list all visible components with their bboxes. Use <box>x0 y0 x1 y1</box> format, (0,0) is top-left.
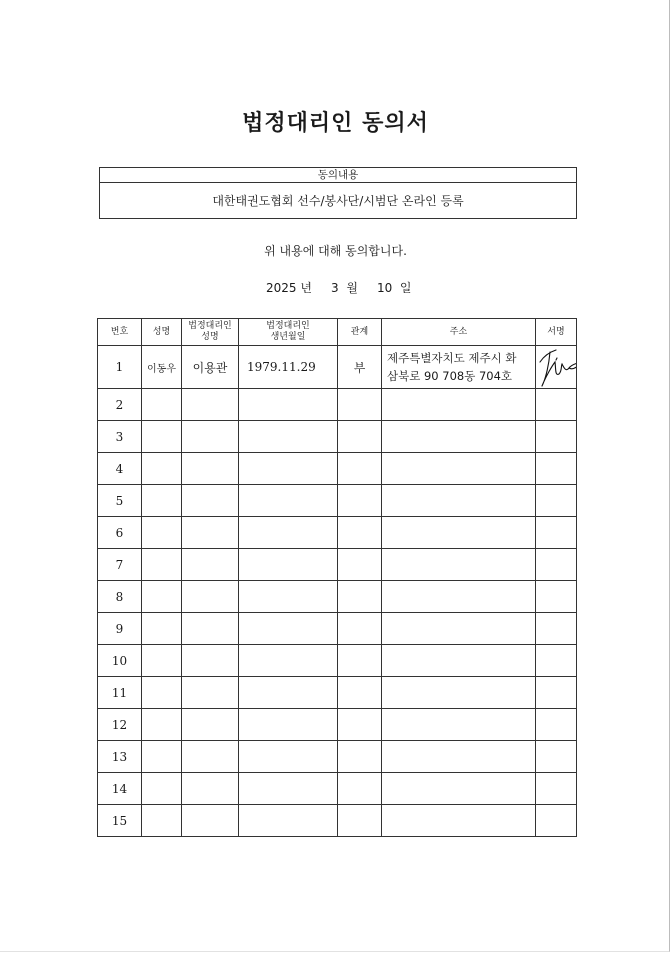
row-relation <box>338 517 382 549</box>
row-name: 이동우 <box>142 346 182 389</box>
row-name <box>142 389 182 421</box>
row-number: 13 <box>98 741 142 773</box>
date-year-label: 년 <box>300 281 312 295</box>
row-address <box>382 773 536 805</box>
row-number: 8 <box>98 581 142 613</box>
header-guardian-birth <box>239 319 338 346</box>
table-row <box>98 741 577 773</box>
row-signature <box>536 453 577 485</box>
row-relation <box>338 709 382 741</box>
table-row <box>98 677 577 709</box>
row-number: 12 <box>98 709 142 741</box>
header-signature: 서명 <box>536 319 577 346</box>
row-guardian-birth <box>239 517 338 549</box>
row-relation <box>338 741 382 773</box>
table-row <box>98 453 577 485</box>
row-guardian-name <box>182 549 239 581</box>
row-signature <box>536 677 577 709</box>
row-signature <box>536 709 577 741</box>
row-number: 7 <box>98 549 142 581</box>
row-guardian-birth <box>239 549 338 581</box>
row-signature <box>536 805 577 837</box>
row-relation <box>338 677 382 709</box>
date-day-label: 일 <box>399 281 412 295</box>
date-month-label: 월 <box>346 281 358 295</box>
row-address <box>382 677 536 709</box>
row-guardian-name <box>182 741 239 773</box>
row-address <box>382 453 536 485</box>
row-guardian-name <box>182 773 239 805</box>
row-relation <box>338 485 382 517</box>
row-number: 2 <box>98 389 142 421</box>
consent-header: 동의내용 <box>100 168 576 183</box>
row-guardian-birth <box>239 709 338 741</box>
row-relation <box>338 549 382 581</box>
row-guardian-birth <box>239 389 338 421</box>
row-signature <box>536 517 577 549</box>
row-name <box>142 645 182 677</box>
row-address <box>382 805 536 837</box>
row-guardian-birth <box>239 773 338 805</box>
table-row <box>98 517 577 549</box>
row-number: 6 <box>98 517 142 549</box>
header-guardian-birth-line1: 법정대리인 <box>266 321 310 331</box>
table-row <box>98 389 577 421</box>
consent-date <box>266 279 412 296</box>
row-guardian-name <box>182 517 239 549</box>
table-row <box>98 421 577 453</box>
row-address <box>382 421 536 453</box>
date-month: 3 <box>331 281 339 295</box>
table-row <box>98 613 577 645</box>
row-guardian-name <box>182 421 239 453</box>
row-guardian-name <box>182 805 239 837</box>
row-name <box>142 581 182 613</box>
row-guardian-birth <box>239 805 338 837</box>
row-signature <box>536 773 577 805</box>
row-relation: 부 <box>338 346 382 389</box>
row-guardian-birth: 1979.11.29 <box>239 346 338 389</box>
row-relation <box>338 453 382 485</box>
row-name <box>142 421 182 453</box>
row-name <box>142 485 182 517</box>
row-relation <box>338 773 382 805</box>
row-guardian-name <box>182 581 239 613</box>
row-guardian-name <box>182 709 239 741</box>
row-relation <box>338 389 382 421</box>
row-signature <box>536 485 577 517</box>
row-signature <box>536 346 577 389</box>
table-row <box>98 346 577 389</box>
header-guardian-birth-line2: 생년월일 <box>270 332 306 342</box>
row-guardian-birth <box>239 421 338 453</box>
row-relation <box>338 581 382 613</box>
row-name <box>142 805 182 837</box>
row-guardian-name <box>182 389 239 421</box>
row-guardian-name <box>182 613 239 645</box>
row-guardian-birth <box>239 741 338 773</box>
row-number: 11 <box>98 677 142 709</box>
row-guardian-birth <box>239 613 338 645</box>
guardian-table <box>97 318 577 837</box>
row-address <box>382 613 536 645</box>
row-address <box>382 741 536 773</box>
row-address <box>382 485 536 517</box>
row-number: 10 <box>98 645 142 677</box>
row-address-line1: 제주특별자치도 제주시 화 <box>387 351 517 365</box>
row-name <box>142 677 182 709</box>
table-row <box>98 581 577 613</box>
row-guardian-name <box>182 453 239 485</box>
consent-text: 대한태권도협회 선수/봉사단/시범단 온라인 등록 <box>212 194 464 208</box>
table-row <box>98 549 577 581</box>
row-relation <box>338 805 382 837</box>
row-guardian-birth <box>239 453 338 485</box>
header-address: 주소 <box>382 319 536 346</box>
table-row <box>98 709 577 741</box>
row-address <box>382 517 536 549</box>
row-guardian-name <box>182 677 239 709</box>
row-number: 5 <box>98 485 142 517</box>
header-guardian-name-line2: 성명 <box>201 332 219 342</box>
row-signature <box>536 421 577 453</box>
table-row <box>98 773 577 805</box>
row-address <box>382 709 536 741</box>
row-signature <box>536 741 577 773</box>
table-row <box>98 645 577 677</box>
row-name <box>142 549 182 581</box>
row-guardian-birth <box>239 581 338 613</box>
row-number: 4 <box>98 453 142 485</box>
row-address <box>382 645 536 677</box>
header-guardian-name <box>182 319 239 346</box>
row-name <box>142 613 182 645</box>
consent-box <box>99 167 577 219</box>
row-number: 14 <box>98 773 142 805</box>
row-signature <box>536 389 577 421</box>
row-number: 3 <box>98 421 142 453</box>
row-name <box>142 453 182 485</box>
header-guardian-name-line1: 법정대리인 <box>188 321 232 331</box>
header-relation: 관계 <box>338 319 382 346</box>
row-signature <box>536 613 577 645</box>
table-row <box>98 805 577 837</box>
document-title: 법정대리인 동의서 <box>242 111 429 136</box>
date-year: 2025 <box>266 281 297 295</box>
table-header-row <box>98 319 577 346</box>
row-signature <box>536 581 577 613</box>
row-name <box>142 709 182 741</box>
row-number: 15 <box>98 805 142 837</box>
row-address <box>382 389 536 421</box>
row-name <box>142 773 182 805</box>
table-row <box>98 485 577 517</box>
row-number: 9 <box>98 613 142 645</box>
row-relation <box>338 613 382 645</box>
row-guardian-name <box>182 645 239 677</box>
row-guardian-name: 이용관 <box>182 346 239 389</box>
row-guardian-name <box>182 485 239 517</box>
row-relation <box>338 421 382 453</box>
row-address-line2: 삼북로 90 708동 704호 <box>387 369 513 383</box>
row-guardian-birth <box>239 645 338 677</box>
row-relation <box>338 645 382 677</box>
row-address <box>382 549 536 581</box>
header-number: 번호 <box>98 319 142 346</box>
row-name <box>142 741 182 773</box>
row-guardian-birth <box>239 677 338 709</box>
agree-statement: 위 내용에 대해 동의합니다. <box>264 244 407 258</box>
header-name: 성명 <box>142 319 182 346</box>
row-address <box>382 581 536 613</box>
row-signature <box>536 645 577 677</box>
handwritten-signature-icon <box>536 346 577 389</box>
row-address <box>382 346 536 389</box>
date-day: 10 <box>377 281 393 295</box>
row-name <box>142 517 182 549</box>
row-signature <box>536 549 577 581</box>
row-guardian-birth <box>239 485 338 517</box>
row-number: 1 <box>98 346 142 389</box>
